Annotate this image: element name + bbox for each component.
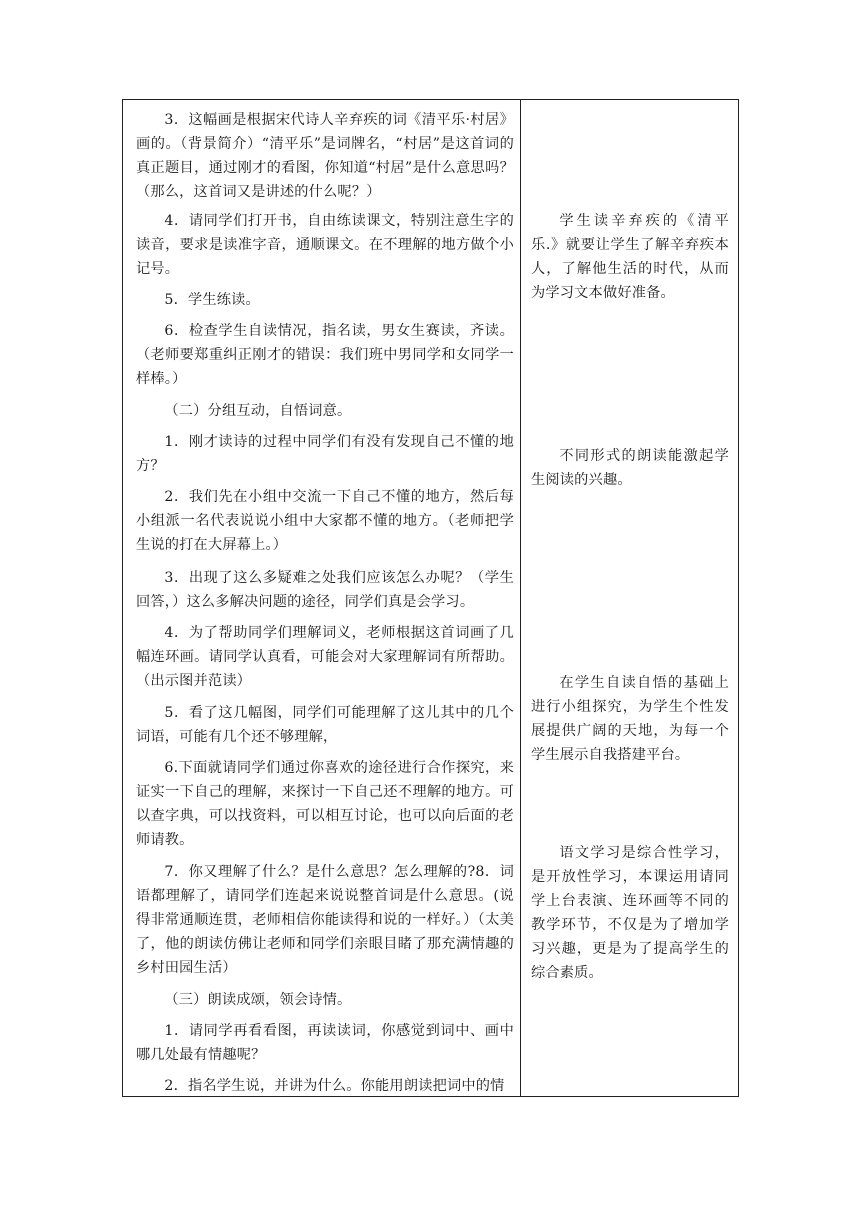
lesson-plan-table [122, 99, 739, 1097]
paragraph-group-5: 5．看了这几幅图，同学们可能理解了这儿其中的几个词语，可能有几个还不够理解， [136, 705, 514, 745]
teaching-process-column [124, 100, 519, 1096]
design-intent-column [521, 100, 738, 1096]
paragraph-step-6: 6．检查学生自读情况，指名读，男女生赛读，齐读。（老师要郑重纠正刚才的错误：我们班中男同学和女同学一样棒。） [136, 323, 514, 387]
paragraph-recite-1: 1．请同学再看看图，再读读词，你感觉到词中、画中哪几处最有情趣呢？ [136, 1023, 514, 1063]
paragraph-recite-2: 2．指名学生说，并讲为什么。你能用朗读把词中的情 [164, 1078, 505, 1094]
paragraph-step-5: 5．学生练读。 [164, 292, 260, 308]
paragraph-step-4: 4．请同学们打开书，自由练读课文，特别注意生字的读音，要求是读准字音，通顺课文。在不理解的地方做个小记号。 [136, 213, 514, 277]
paragraph-group-3: 3．出现了这么多疑难之处我们应该怎么办呢？（学生回答，）这么多解决问题的途径，同学们真是会学习。 [136, 570, 514, 610]
design-note-4: 语文学习是综合性学习，是开放性学习，本课运用请同学上台表演、连环画等不同的教学环节，不仅是为了增加学习兴趣，更是为了提高学生的综合素质。 [531, 845, 729, 981]
section-heading-2: （二）分组互动，自悟词意。 [164, 403, 352, 419]
design-note-3: 在学生自读自悟的基础上进行小组探究，为学生个性发展提供广阔的天地，为每一个学生展示自我搭建平台。 [531, 675, 729, 763]
design-note-1: 学生读辛弃疾的《清平乐.》就要让学生了解辛弃疾本人，了解他生活的时代，从而为学习文本做好准备。 [531, 213, 729, 301]
paragraph-group-1: 1．刚才读诗的过程中同学们有没有发现自己不懂的地方？ [136, 434, 514, 474]
paragraph-step-3: 3．这幅画是根据宋代诗人辛弃疾的词《清平乐·村居》画的。（背景简介）“清平乐”是词牌名，“村居”是这首词的真正题目，通过刚才的看图，你知道“村居”是什么意思吗？（那么，这首词又是讲述的什么呢？） [136, 112, 514, 200]
paragraph-group-2: 2．我们先在小组中交流一下自己不懂的地方，然后每小组派一名代表说说小组中大家都不懂的地方。（老师把学生说的打在大屏幕上。） [136, 489, 514, 553]
design-note-2: 不同形式的朗读能激起学生阅读的兴趣。 [531, 448, 729, 488]
section-heading-3: （三）朗读成颂，领会诗情。 [164, 992, 352, 1008]
paragraph-group-6: 6.下面就请同学们通过你喜欢的途径进行合作探究，来证实一下自己的理解，来探讨一下自己还不理解的地方。可以查字典，可以找资料，可以相互讨论，也可以向后面的老师请教。 [136, 760, 514, 848]
paragraph-group-4: 4．为了帮助同学们理解词义，老师根据这首词画了几幅连环画。请同学认真看，可能会对大家理解词有所帮助。（出示图并范读） [136, 625, 514, 689]
paragraph-group-7: 7．你又理解了什么？是什么意思？怎么理解的?8．词语都理解了，请同学们连起来说说整首词是什么意思。(说得非常通顺连贯，老师相信你能读得和说的一样好。）（太美了，他的朗读仿佛让老师和同学们亲眼目睹了那充满情趣的乡村田园生活） [136, 864, 514, 976]
